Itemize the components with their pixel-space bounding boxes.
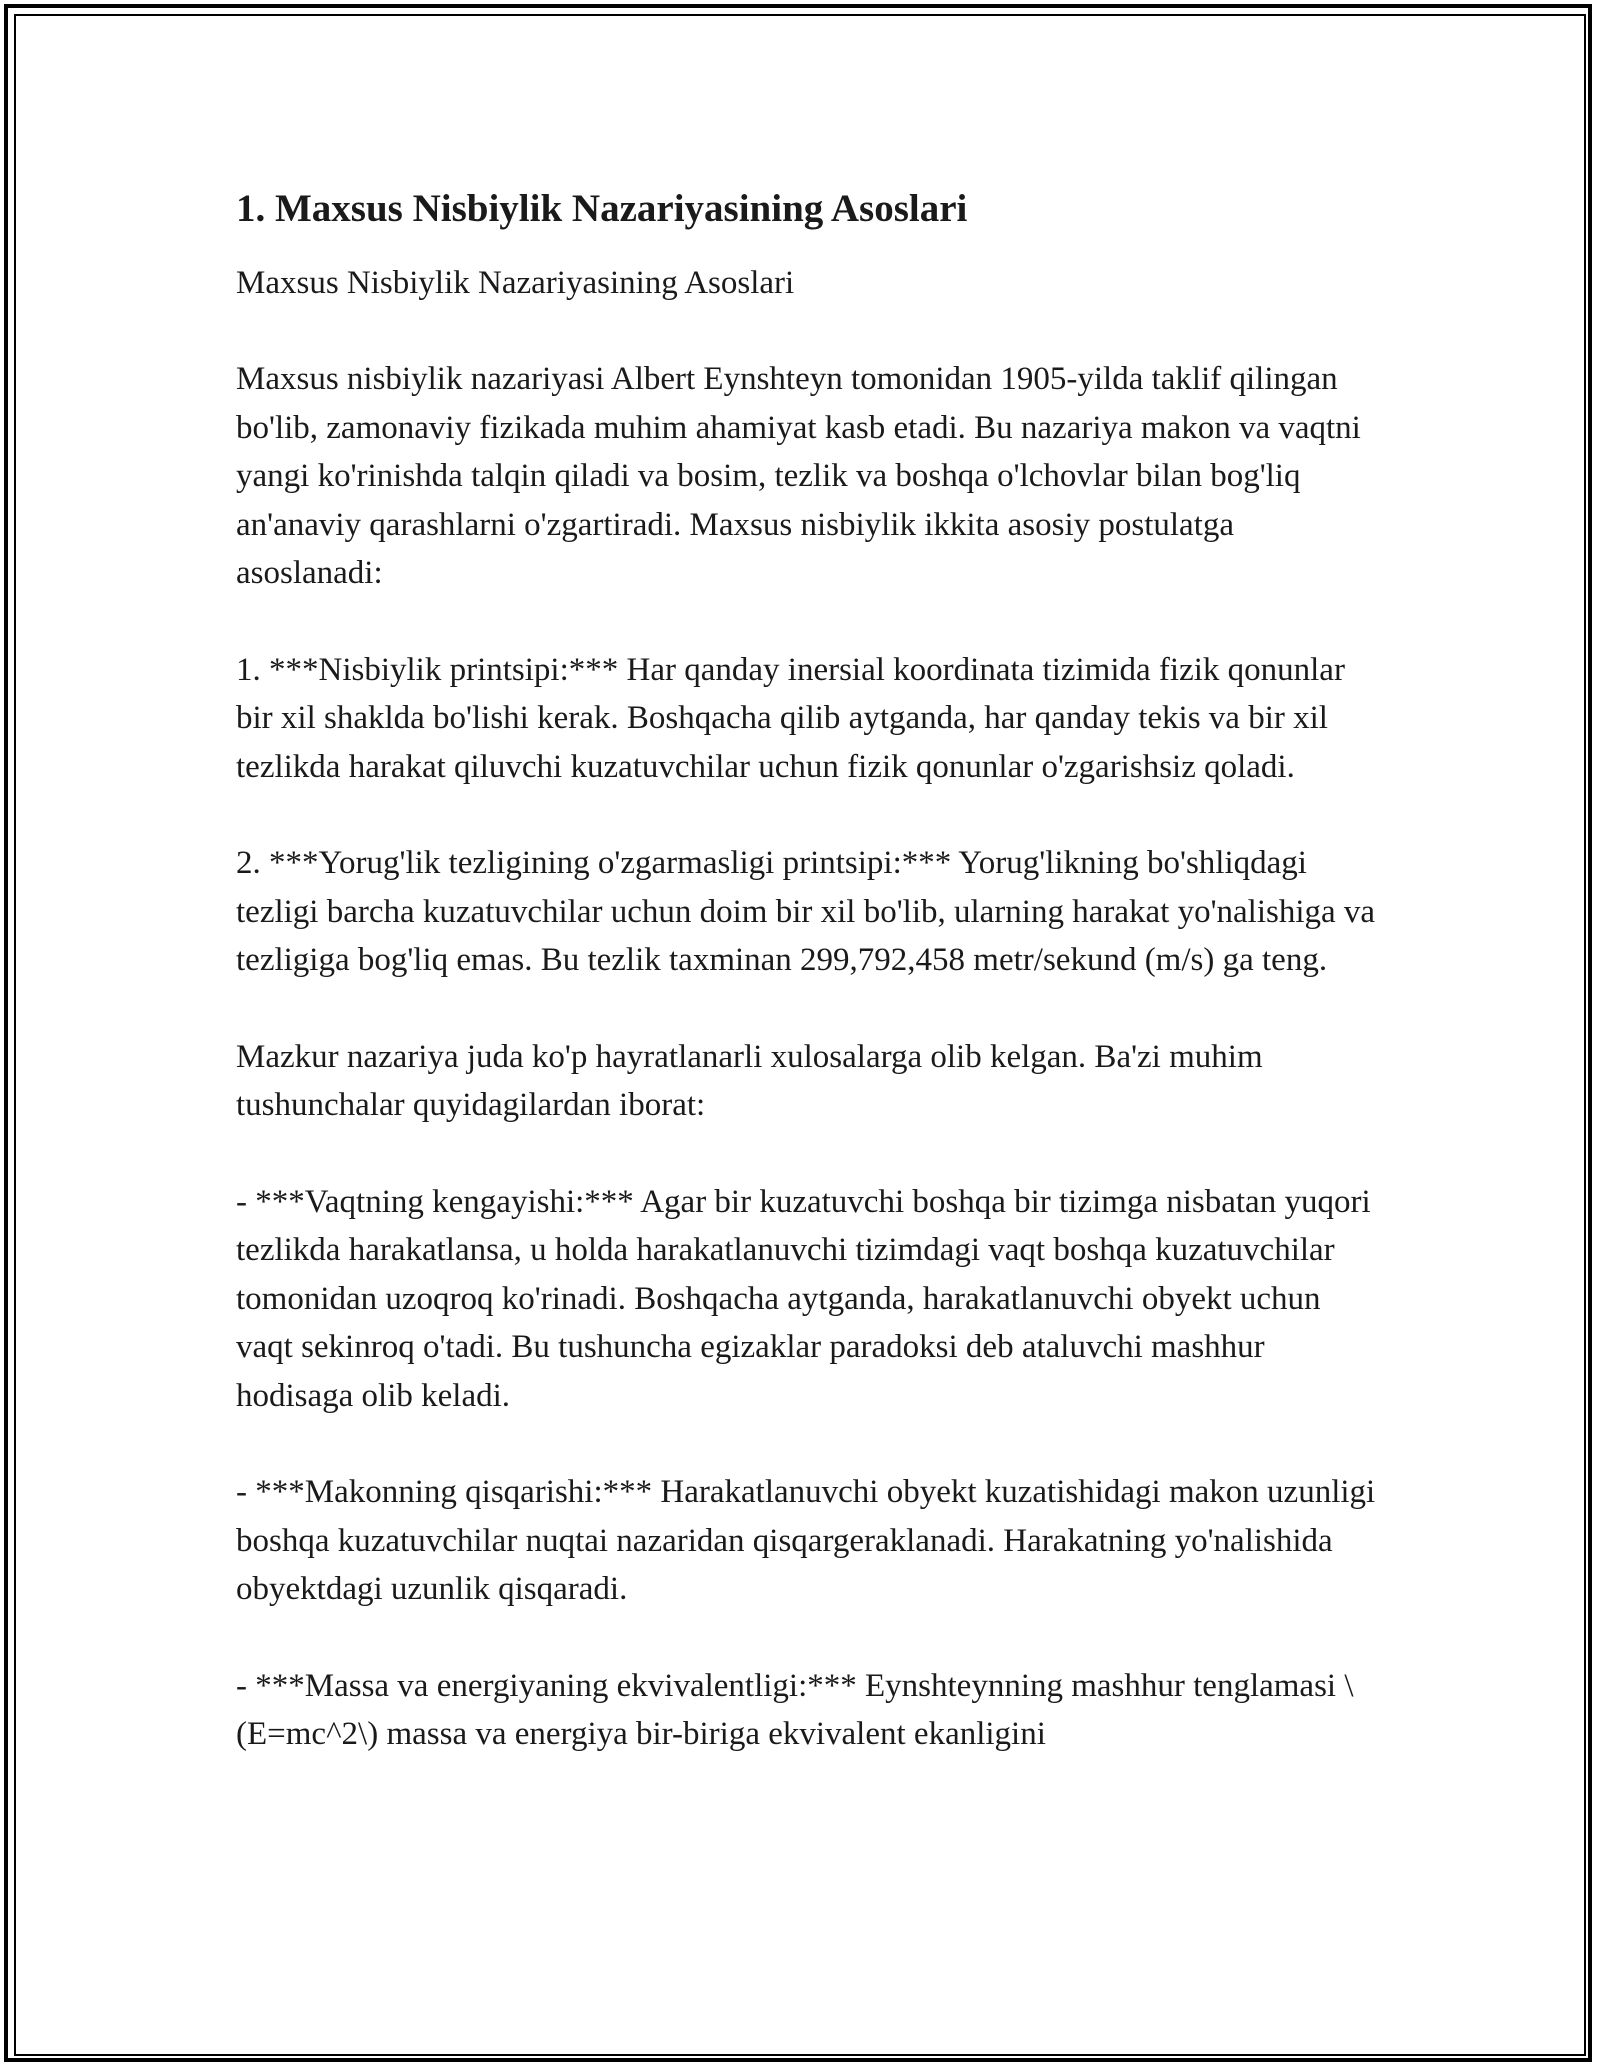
paragraph-postulate-1: 1. ***Nisbiylik printsipi:*** Har qanday inersial koordinata tizimida fizik qonunlar bir xil shaklda bo'lishi kerak. Boshqacha qilib aytganda, har qanday tekis va bir xil tezlikda harakat qiluvchi kuzatuvchilar uchun fizik qonunlar o'zgarishsiz qoladi. [236,651,1345,785]
document-title: 1. Maxsus Nisbiylik Nazariyasining Asoslari [236,187,968,230]
paragraph-conclusions-intro: Mazkur nazariya juda ko'p hayratlanarli xulosalarga olib kelgan. Ba'zi muhim tushunchalar quyidagilardan iborat: [236,1038,1263,1123]
paragraph-intro: Maxsus nisbiylik nazariyasi Albert Eynshteyn tomonidan 1905-yilda taklif qilingan bo'lib, zamonaviy fizikada muhim ahamiyat kasb etadi. Bu nazariya makon va vaqtni yangi ko'rinishda talqin qiladi va bosim, tezlik va boshqa o'lchovlar bilan bog'liq an'anaviy qarashlarni o'zgartiradi. Maxsus nisbiylik ikkita asosiy postulatga asoslanadi: [236,361,1361,591]
paragraph-postulate-2: 2. ***Yorug'lik tezligining o'zgarmasligi printsipi:*** Yorug'likning bo'shliqdagi tezligi barcha kuzatuvchilar uchun doim bir xil bo'lib, ularning harakat yo'nalishiga va tezligiga bog'liq emas. Bu tezlik taxminan 299,792,458 metr/sekund (m/s) ga teng. [236,845,1376,978]
document-body [236,185,1376,1759]
paragraph-time-dilation: - ***Vaqtning kengayishi:*** Agar bir kuzatuvchi boshqa bir tizimga nisbatan yuqori tezlikda harakatlansa, u holda harakatlanuvchi tizimdagi vaqt boshqa kuzatuvchilar tomonidan uzoqroq ko'rinadi. Boshqacha aytganda, harakatlanuvchi obyekt uchun vaqt sekinroq o'tadi. Bu tushuncha egizaklar paradoksi deb ataluvchi mashhur hodisaga olib keladi. [236,1183,1371,1414]
paragraph-length-contraction: - ***Makonning qisqarishi:*** Harakatlanuvchi obyekt kuzatishidagi makon uzunligi boshqa kuzatuvchilar nuqtai nazaridan qisqargeraklanadi. Harakatning yo'nalishida obyektdagi uzunlik qisqaradi. [236,1474,1376,1607]
paragraph-mass-energy: - ***Massa va energiyaning ekvivalentligi:*** Eynshteynning mashhur tenglamasi \(E=mc^2\) massa va energiya bir-biriga ekvivalent ekanligini [236,1667,1354,1752]
document-subtitle: Maxsus Nisbiylik Nazariyasining Asoslari [236,265,795,301]
